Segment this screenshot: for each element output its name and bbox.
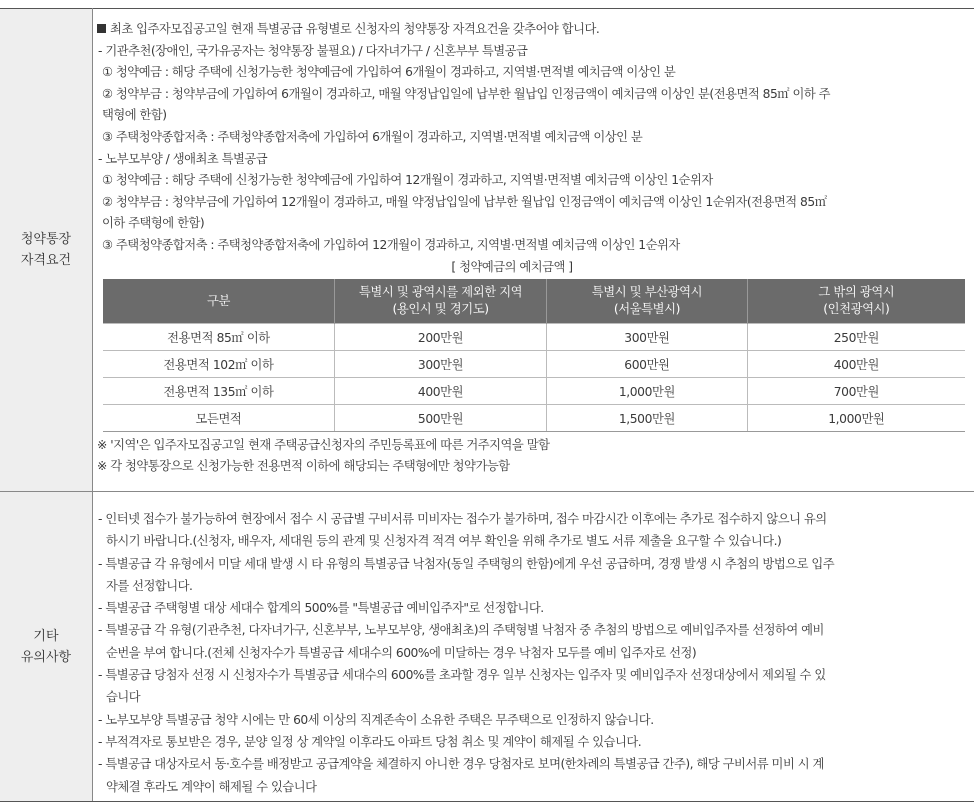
group2-item: ① 청약예금 : 해당 주택에 신청가능한 청약예금에 가입하여 12개월이 경과하고, 지역별·면적별 예치금액 이상인 1순위자 <box>102 173 713 188</box>
notice-line: - 특별공급 주택형별 대상 세대수 합계의 500%를 "특별공급 예비입주자"로 선정합니다. <box>98 601 544 616</box>
table-cell: 1,000만원 <box>747 405 965 432</box>
table-cell: 400만원 <box>747 351 965 378</box>
group1-item: ② 청약부금 : 청약부금에 가입하여 6개월이 경과하고, 매월 약정납입일에 납부한 월납입 인정금액이 예치금액 이상인 분(전용면적 85㎡ 이하 주 <box>102 86 831 101</box>
qualification-intro: 최초 입주자모집공고일 현재 특별공급 유형별로 신청자의 청약통장 자격요건을 갖추어야 합니다. <box>93 19 971 41</box>
notice-line: 약체결 후라도 계약이 해제될 수 있습니다 <box>106 779 317 794</box>
other-content <box>93 508 971 798</box>
table-cell: 전용면적 135㎡ 이하 <box>103 378 334 405</box>
table-cell: 600만원 <box>547 351 748 378</box>
other-label-cell <box>0 492 92 801</box>
table-bottom-border <box>0 801 974 802</box>
qualification-label-2: 자격요건 <box>20 253 72 268</box>
deposit-amount-table <box>103 279 965 432</box>
group1-item: ① 청약예금 : 해당 주택에 신청가능한 청약예금에 가입하여 6개월이 경과하고, 지역별·면적별 예치금액 이상인 분 <box>102 65 676 80</box>
note: ※ 각 청약통장으로 신청가능한 전용면적 이하에 해당되는 주택형에만 청약가능함 <box>97 459 510 473</box>
table-cell: 300만원 <box>547 324 748 351</box>
table-cell: 1,500만원 <box>547 405 748 432</box>
table-header-row <box>103 279 965 324</box>
notice-line: 자를 선정합니다. <box>106 578 193 593</box>
table-cell: 전용면적 102㎡ 이하 <box>103 351 334 378</box>
table-cell: 700만원 <box>747 378 965 405</box>
notice-line: 습니다 <box>106 690 141 705</box>
table-cell: 250만원 <box>747 324 965 351</box>
qualification-content <box>93 19 971 278</box>
table-row <box>103 351 965 378</box>
group1-item: 택형에 한함) <box>102 108 167 123</box>
square-bullet-icon <box>97 24 106 33</box>
table-cell: 500만원 <box>334 405 546 432</box>
note: ※ '지역'은 입주자모집공고일 현재 주택공급신청자의 주민등록표에 따른 거주지역을 말함 <box>97 438 550 452</box>
group2-item: ② 청약부금 : 청약부금에 가입하여 12개월이 경과하고, 매월 약정납입일에 납부한 월납입 인정금액이 예치금액 이상인 1순위자(전용면적 85㎡ <box>102 194 827 209</box>
table-top-border <box>0 8 974 9</box>
notice-line: - 인터넷 접수가 불가능하여 현장에서 접수 시 공급별 구비서류 미비자는 접수가 불가하며, 접수 마감시간 이후에는 추가로 접수하지 않으니 유의 <box>98 512 827 526</box>
table-row <box>103 405 965 432</box>
table-cell: 300만원 <box>334 351 546 378</box>
qualification-label-cell <box>0 9 92 491</box>
table-cell: 모든면적 <box>103 405 334 432</box>
group2-item: ③ 주택청약종합저축 : 주택청약종합저축에 가입하여 12개월이 경과하고, 지역별·면적별 예치금액 이상인 1순위자 <box>102 237 680 252</box>
notice-line: - 노부모부양 특별공급 청약 시에는 만 60세 이상의 직계존속이 소유한 주택은 무주택으로 인정하지 않습니다. <box>98 712 654 727</box>
table-notes <box>97 435 549 477</box>
row-divider <box>0 491 974 492</box>
notice-line: - 특별공급 각 유형에서 미달 세대 발생 시 타 유형의 특별공급 낙첨자(동일 주택형의 한함)에게 우선 공급하며, 경쟁 발생 시 추첨의 방법으로 입주 <box>98 556 835 571</box>
other-label-2: 유의사항 <box>20 649 72 665</box>
table-row <box>103 324 965 351</box>
other-label: 기타 <box>33 628 59 644</box>
notice-line: 순번을 부여 합니다.(전체 신청자수가 특별공급 세대수의 600%에 미달하는 경우 낙첨자 모두를 예비 입주자로 선정) <box>106 645 697 660</box>
group1-item: ③ 주택청약종합저축 : 주택청약종합저축에 가입하여 6개월이 경과하고, 지역별·면적별 예치금액 이상인 분 <box>102 129 643 144</box>
column-header: 특별시 및 광역시를 제외한 지역 (용인시 및 경기도) <box>334 279 546 324</box>
table-caption: [ 청약예금의 예치금액 ] <box>451 259 573 274</box>
table-cell: 200만원 <box>334 324 546 351</box>
notice-line: - 특별공급 대상자로서 동·호수를 배정받고 공급계약을 체결하지 아니한 경우 당첨자로 보며(한차례의 특별공급 간주), 해당 구비서류 미비 시 계 <box>98 757 824 772</box>
table-cell: 1,000만원 <box>547 378 748 405</box>
group2-item: 이하 주택형에 한함) <box>102 216 205 231</box>
notice-line: - 특별공급 각 유형(기관추천, 다자녀가구, 신혼부부, 노부모부양, 생애최초)의 주택형별 낙첨자 중 추첨의 방법으로 예비입주자를 선정하여 예비 <box>98 623 824 638</box>
notice-line: 하시기 바랍니다.(신청자, 배우자, 세대원 등의 관계 및 신청자격 적격 여부 확인을 위해 추가로 별도 서류 제출을 요구할 수 있습니다.) <box>106 534 782 549</box>
table-cell: 400만원 <box>334 378 546 405</box>
table-cell: 전용면적 85㎡ 이하 <box>103 324 334 351</box>
notice-line: - 특별공급 당첨자 선정 시 신청자수가 특별공급 세대수의 600%를 초과할 경우 일부 신청자는 입주자 및 예비입주자 선정대상에서 제외될 수 있 <box>98 668 826 683</box>
column-header: 그 밖의 광역시 (인천광역시) <box>747 279 965 324</box>
group2-title: - 노부모부양 / 생애최초 특별공급 <box>98 151 268 166</box>
table-row <box>103 378 965 405</box>
qualification-label: 청약통장 <box>20 232 72 247</box>
notice-line: - 부적격자로 통보받은 경우, 분양 일정 상 계약일 이후라도 아파트 당첨 취소 및 계약이 해제될 수 있습니다. <box>98 734 642 749</box>
column-header: 특별시 및 부산광역시 (서울특별시) <box>547 279 748 324</box>
column-header: 구분 <box>103 279 334 324</box>
group1-title: - 기관추천(장애인, 국가유공자는 청약통장 불필요) / 다자녀가구 / 신혼부부 특별공급 <box>98 43 528 58</box>
